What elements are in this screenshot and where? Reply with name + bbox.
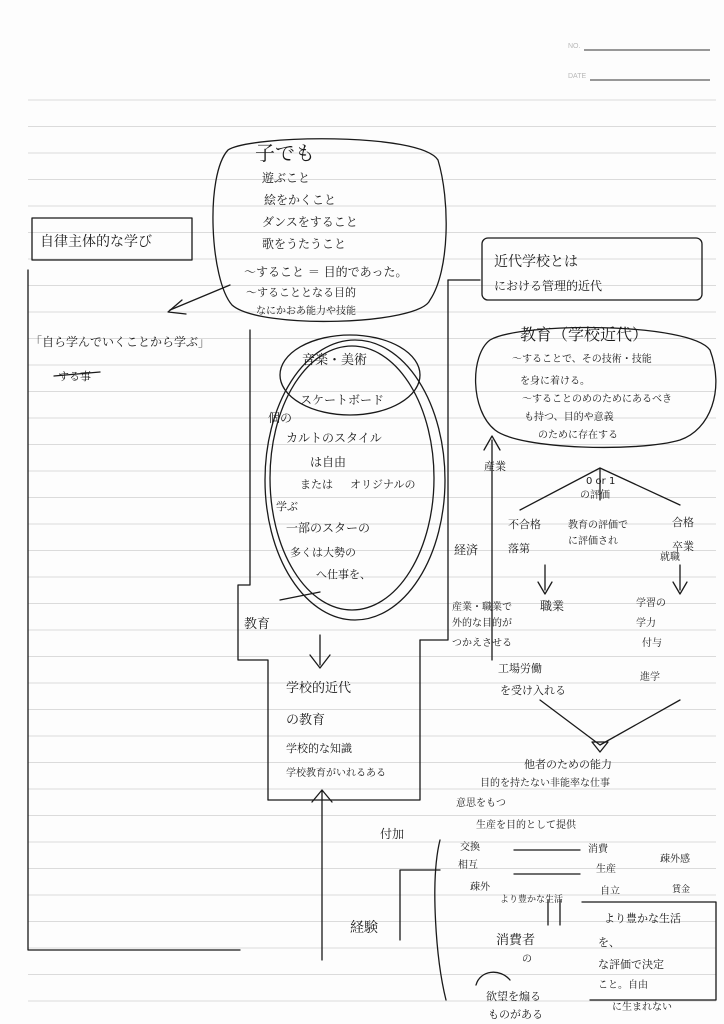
oval-line-11: 学ぶ (276, 500, 298, 513)
oval-line-4: カルトのスタイル (286, 431, 382, 445)
rb-5: 交換 (460, 842, 480, 853)
rb-2: 目的を持たない非能率な仕事 (480, 778, 610, 789)
lower-center-3: 学校的な知識 (286, 742, 352, 755)
child-line-5: ～すること ＝ 目的であった。 (244, 265, 408, 279)
rb-rect-4: こと。自由 (598, 980, 648, 991)
oval-line-3: 個の (268, 411, 293, 425)
oval-line-5: は自由 (310, 455, 347, 469)
child-line-7: なにかおあ能力や技能 (256, 306, 356, 317)
right-top-1: 近代学校とは (494, 254, 578, 270)
mid-fail: 不合格 (508, 518, 541, 531)
oval-line-8: 一部のスターの (286, 521, 371, 535)
bottom-left-1: 付加 (380, 827, 405, 841)
right-box-1: ～することで、その技術・技能 (512, 354, 652, 365)
mid-economy: 経済 (454, 543, 479, 557)
down-arrow-center (310, 635, 330, 668)
left-crossed: する事 (58, 370, 91, 383)
oval-line-7: オリジナルの (350, 478, 416, 491)
left-subtitle: 「自ら学んでいくことから学ぶ」 (30, 335, 211, 349)
mid-eval-1: 0 or 1 (586, 476, 616, 487)
mid-graduate: 卒業 (672, 540, 694, 553)
mid-ability: 学力 (636, 618, 656, 629)
oval-line-1: 音楽・美術 (302, 353, 368, 368)
rb-3: 意思をもつ (456, 798, 506, 809)
rb-rect-3: な評価で決定 (598, 958, 664, 971)
child-line-2: 絵をかくこと (264, 193, 337, 207)
oval-line-2: スケートボード (300, 393, 385, 407)
exchange-arrows (514, 850, 580, 874)
bottom-connector (400, 870, 440, 940)
rb-1: 他者のための能力 (524, 758, 612, 771)
oval-line-10: へ仕事を、 (316, 568, 371, 581)
lower-center-4: 学校教育がいれるある (286, 768, 386, 779)
right-box-2: を身に着ける。 (520, 376, 590, 387)
date-label: DATE (568, 73, 587, 80)
bottom-end-2: ものがある (488, 1008, 543, 1021)
mid-drop: 落第 (508, 542, 530, 555)
rb-11: 疎外感 (660, 854, 690, 865)
right-box-3: ～することのめのためにあるべき (522, 394, 672, 405)
arrow-to-left (170, 285, 230, 310)
left-side-label: 教育 (244, 617, 271, 632)
mid-economy-2: 産業・職業で (452, 602, 512, 613)
rb-13: より豊かな生活 (500, 895, 564, 905)
branch-lines (520, 468, 680, 510)
lower-center-2: の教育 (286, 713, 326, 728)
rb-6: 相互 (458, 860, 478, 871)
rb-rect-2: を、 (598, 936, 620, 949)
center-frame-left (238, 330, 271, 800)
rb-rect-5: に生まれない (612, 1002, 672, 1013)
arrow-down-1 (538, 565, 552, 594)
child-line-6: ～することとなる目的 (246, 286, 356, 299)
rb-9: 疎外 (470, 882, 490, 893)
right-box-title: 教育（学校近代） (520, 325, 649, 344)
converge-lines (540, 700, 680, 745)
right-box-4: も持つ、目的や意義 (524, 412, 614, 423)
oval-line-6: または (300, 478, 333, 491)
mid-edu-eval: 教育の評価で (568, 520, 628, 531)
oval-line-9: 多くは大勢の (290, 546, 356, 559)
bottom-long-curve (435, 840, 446, 1000)
right-box-5: のために存在する (538, 430, 618, 441)
mid-advance: 進学 (640, 672, 660, 683)
rb-10: 自立 (600, 886, 620, 897)
lower-center-1: 学校的近代 (286, 681, 352, 696)
child-title: 子でも (255, 141, 315, 165)
left-side-arrow (280, 592, 320, 600)
industry-label: 産業 (484, 460, 506, 473)
arrow-down-2 (673, 565, 687, 594)
rb-12: 賃金 (672, 885, 691, 895)
child-line-1: 遊ぶこと (262, 171, 311, 185)
bottom-mid-1: 消費者 (496, 933, 536, 948)
converge-arrowhead (592, 742, 608, 752)
mid-economy-3: 外的な目的が (452, 618, 512, 629)
mid-factory: 工場労働 (498, 662, 542, 675)
rb-8: 生産 (596, 864, 616, 875)
mid-economy-4: つかえさせる (452, 638, 512, 649)
rb-4: 生産を目的として提供 (476, 820, 576, 831)
mid-eval-2: の評価 (580, 490, 610, 501)
left-title: 自律主体的な学び (40, 234, 152, 250)
bottom-mid-2: の (522, 954, 532, 965)
rb-rect-1: より豊かな生活 (604, 912, 681, 925)
mid-edu-eval-2: に評価され (568, 536, 618, 547)
mid-pass: 合格 (672, 516, 694, 529)
child-line-3: ダンスをすること (262, 215, 358, 229)
bottom-left-2: 経験 (350, 920, 378, 936)
no-label: NO. (568, 43, 581, 50)
mid-learn: 学習の (636, 598, 666, 609)
mid-employ: 就職 (660, 552, 680, 563)
mid-accept: を受け入れる (500, 684, 566, 697)
right-top-2: における管理的近代 (494, 279, 603, 293)
bottom-end-1: 欲望を煽る (486, 990, 541, 1003)
child-line-4: 歌をうたうこと (262, 237, 347, 251)
rb-7: 消費 (588, 844, 608, 855)
mid-grant: 付与 (642, 638, 662, 649)
mid-job: 職業 (540, 599, 565, 613)
